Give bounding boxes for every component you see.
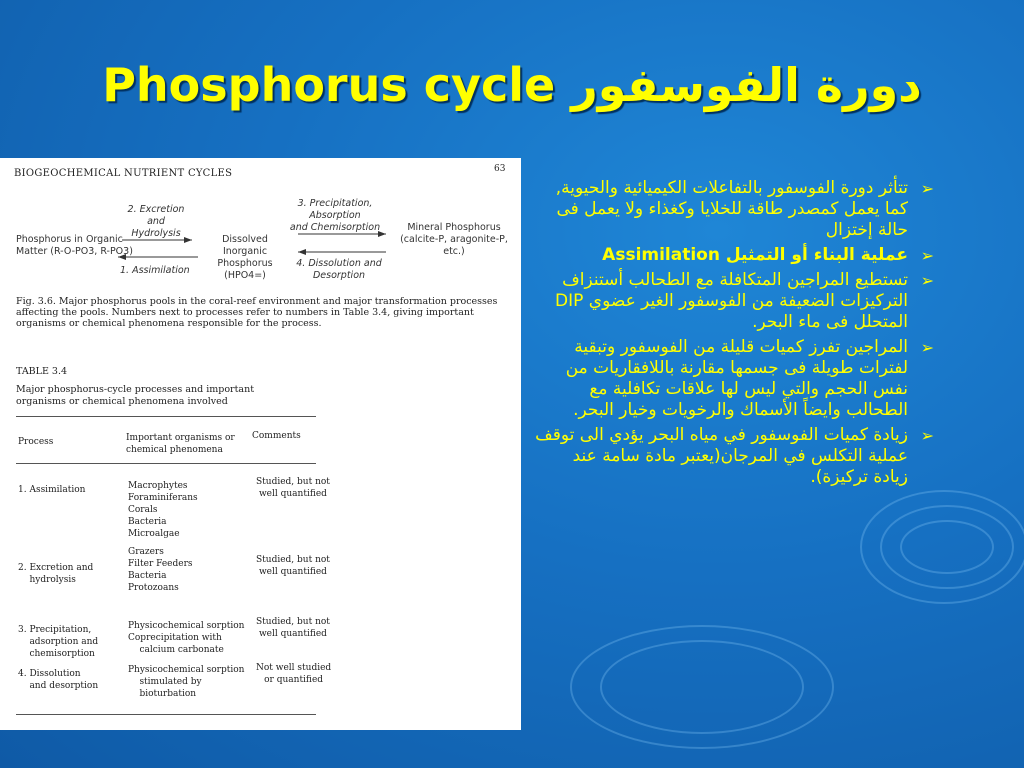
slide-title: Phosphorus cycle دورة الفوسفور (102, 58, 922, 112)
table-cell-organisms: Physicochemical sorption stimulated by bioturbation (128, 665, 245, 699)
process-3-label: 3. Precipitation, Absorption and Chemisorption (289, 198, 381, 233)
table-cell-comments: Not well studied or quantified (256, 663, 332, 685)
document-header: BIOGEOCHEMICAL NUTRIENT CYCLES (14, 168, 233, 179)
table-cell-process: 1. Assimilation (18, 485, 86, 495)
table-cell-organisms: Macrophytes Foraminiferans Corals Bacteria Microalgae (128, 481, 198, 539)
table-cell-process: 2. Excretion and hydrolysis (18, 563, 94, 585)
background-ripple (860, 490, 1024, 604)
table-number: TABLE 3.4 (16, 366, 68, 377)
table-rule (16, 714, 316, 715)
table-cell-organisms: Physicochemical sorption Coprecipitation with calcium carbonate (128, 621, 245, 655)
bullet-item: ➢ تستطيع المراجين المتكافلة مع الطحالب أستنزاف التركيزات الضعيفة من الفوسفور الغير عضوي DIP المتحلل فى ماء البحر. (555, 270, 934, 332)
table-rule (16, 463, 316, 464)
table-cell-process: 4. Dissolution and desorption (18, 669, 99, 691)
arrow-bullet-icon: ➢ (920, 246, 934, 265)
table-cell-comments: Studied, but not well quantified (256, 617, 330, 639)
bullet-item: ➢ تتأثر دورة الفوسفور بالتفاعلات الكيميائية والحيوية, كما يعمل كمصدر طاقة للخلايا وكغذاء ولا يعمل فى حالة إختزال (555, 178, 934, 240)
process-4-label: 4. Dissolution and Desorption (296, 258, 382, 281)
table-cell-organisms: Grazers Filter Feeders Bacteria Protozoans (128, 547, 193, 593)
arrow-bullet-icon: ➢ (920, 271, 934, 290)
dissolved-phosphorus-label: Dissolved Inorganic Phosphorus (HPO4=) (217, 234, 273, 281)
table-header-organisms: Important organisms or chemical phenomena (126, 433, 235, 455)
table-rule (16, 416, 316, 417)
bullet-list (534, 178, 934, 492)
table-description: Major phosphorus-cycle processes and important organisms or chemical phenomena involved (16, 384, 255, 407)
table-cell-comments: Studied, but not well quantified (256, 477, 330, 499)
process-2-label: 2. Excretion and Hydrolysis (127, 204, 185, 239)
arrow-bullet-icon: ➢ (920, 338, 934, 357)
figure-caption: Fig. 3.6. Major phosphorus pools in the coral-reef environment and major transformation processes affecting the pools. Numbers next to processes refer to numbers in Table 3.4, giving important organisms or chemical phenomena responsible for the process. (16, 296, 498, 329)
bullet-item: ➢ عملية البناء أو التمثيل Assimilation (602, 245, 934, 265)
bullet-item: ➢ المراجين تفرز كميات قليلة من الفوسفور وتبقية لفترات طويلة فى جسمها مقارنة باللافقاريات من نفس الحجم والتي ليس لها علاقات تكافلية مع الطحالب وايضاً الأسماك والرخويات وخيار البحر. (565, 337, 934, 420)
mineral-phosphorus-label: Mineral Phosphorus (calcite-P, aragonite-P, etc.) (400, 222, 508, 257)
table-header-comments: Comments (252, 431, 301, 441)
background-ripple (570, 625, 834, 749)
arrow-bullet-icon: ➢ (920, 426, 934, 445)
table-header-process: Process (18, 437, 54, 447)
bullet-item: ➢ زيادة كميات الفوسفور في مياه البحر يؤدي الى توقف عملية التكلس في المرجان(يعتبر مادة سامة عند زيادة تركيزة). (535, 425, 934, 487)
scanned-document (0, 158, 521, 730)
process-1-label: 1. Assimilation (120, 265, 190, 276)
table-cell-process: 3. Precipitation, adsorption and chemisorption (18, 625, 99, 659)
page-number: 63 (494, 164, 506, 174)
organic-phosphorus-label: Phosphorus in Organic Matter (R-O-PO3, R-PO3) (16, 234, 133, 257)
arrow-bullet-icon: ➢ (920, 179, 934, 198)
table-cell-comments: Studied, but not well quantified (256, 555, 330, 577)
diagram-arrows (0, 158, 521, 298)
